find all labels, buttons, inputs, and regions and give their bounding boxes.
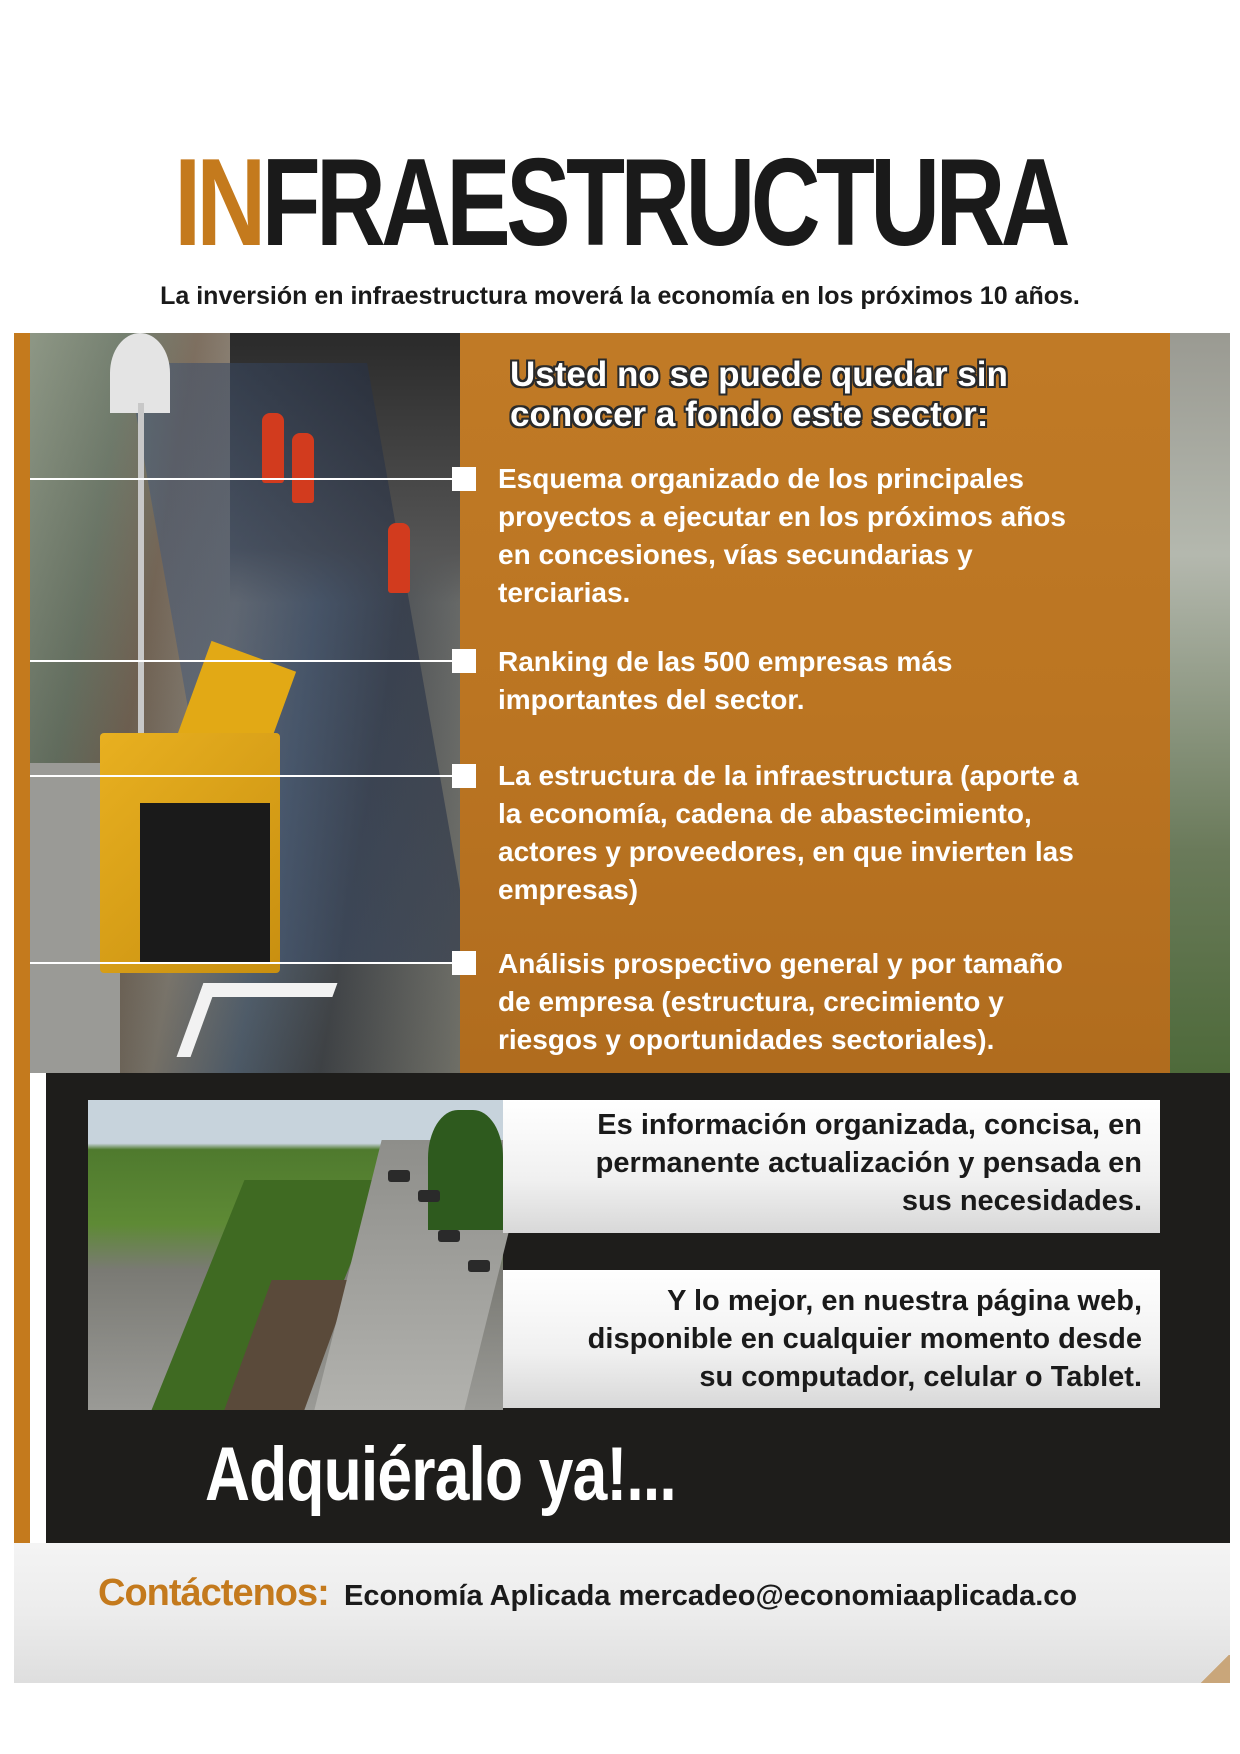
feature-line: Es información organizada, concisa, en [597, 1109, 1142, 1141]
feature-box-web [503, 1270, 1160, 1408]
photo-car [468, 1260, 490, 1272]
page-subtitle: La inversión en infraestructura moverá la economía en los próximos 10 años. [160, 282, 1080, 310]
photo-worker [262, 413, 284, 483]
photo-machine-door [140, 803, 270, 963]
feature-line: permanente actualización y pensada en [595, 1147, 1142, 1179]
bullet-connector-line [30, 962, 460, 964]
accent-strip [14, 333, 30, 1543]
bullet-line-text: La estructura de la infraestructura (aporte a [498, 760, 1079, 791]
photo-road-arrow [177, 983, 338, 1057]
bullet-square-icon [452, 467, 476, 491]
bullet-item [498, 460, 1158, 612]
photo-trees [428, 1110, 503, 1230]
contact-label: Contáctenos: [98, 1572, 329, 1614]
title-rest: FRAESTRUCTURA [261, 134, 1066, 272]
photo-worker [292, 433, 314, 503]
photo-sign [110, 333, 170, 413]
photo-worker [388, 523, 410, 593]
bullet-line-text: proyectos a ejecutar en los próximos años [498, 501, 1066, 532]
bullet-line-text: empresas) [498, 874, 639, 905]
highway-photo [88, 1100, 503, 1410]
photo-pole [138, 403, 144, 783]
bullet-square-icon [452, 951, 476, 975]
page-title [136, 134, 1103, 272]
photo-car [388, 1170, 410, 1182]
contact-email[interactable]: Economía Aplicada mercadeo@economiaaplicada.co [344, 1580, 1078, 1612]
bullet-connector-line [30, 775, 460, 777]
feature-line: Y lo mejor, en nuestra página web, [667, 1285, 1142, 1317]
bullet-line-text: la economía, cadena de abastecimiento, [498, 798, 1032, 829]
bullet-line-text: de empresa (estructura, crecimiento y [498, 986, 1004, 1017]
bullet-square-icon [452, 649, 476, 673]
panel-heading-line: Usted no se puede quedar sin [510, 355, 1008, 394]
bullet-line-text: Análisis prospectivo general y por tamaño [498, 948, 1063, 979]
feature-text [588, 1282, 1142, 1396]
call-to-action: Adquiéralo ya!... [205, 1432, 676, 1517]
bullet-item [498, 757, 1158, 909]
feature-box-info [503, 1100, 1160, 1233]
bullet-line-text: riesgos y oportunidades sectoriales). [498, 1024, 995, 1055]
feature-line: sus necesidades. [901, 1185, 1142, 1217]
bullet-line-text: Esquema organizado de los principales [498, 463, 1024, 494]
photo-car [438, 1230, 460, 1242]
bullet-connector-line [30, 478, 460, 480]
corner-decoration [1200, 1655, 1230, 1683]
feature-text [596, 1106, 1142, 1220]
bullet-line-text: importantes del sector. [498, 684, 805, 715]
panel-heading-line: conocer a fondo este sector: [510, 395, 989, 434]
photo-car [418, 1190, 440, 1202]
bullet-line-text: actores y proveedores, en que invierten las [498, 836, 1074, 867]
bullet-item [498, 643, 1158, 719]
bullet-line-text: en concesiones, vías secundarias y [498, 539, 973, 570]
bullet-item [498, 945, 1158, 1059]
title-highlight: IN [174, 134, 262, 272]
panel-heading [510, 355, 1160, 435]
road-photo-edge [1170, 333, 1230, 1073]
feature-line: disponible en cualquier momento desde [587, 1323, 1142, 1355]
bullet-line-text: Ranking de las 500 empresas más [498, 646, 953, 677]
bullet-connector-line [30, 660, 460, 662]
bullet-line-text: terciarias. [498, 577, 631, 608]
feature-line: su computador, celular o Tablet. [699, 1361, 1142, 1393]
bullet-square-icon [452, 764, 476, 788]
